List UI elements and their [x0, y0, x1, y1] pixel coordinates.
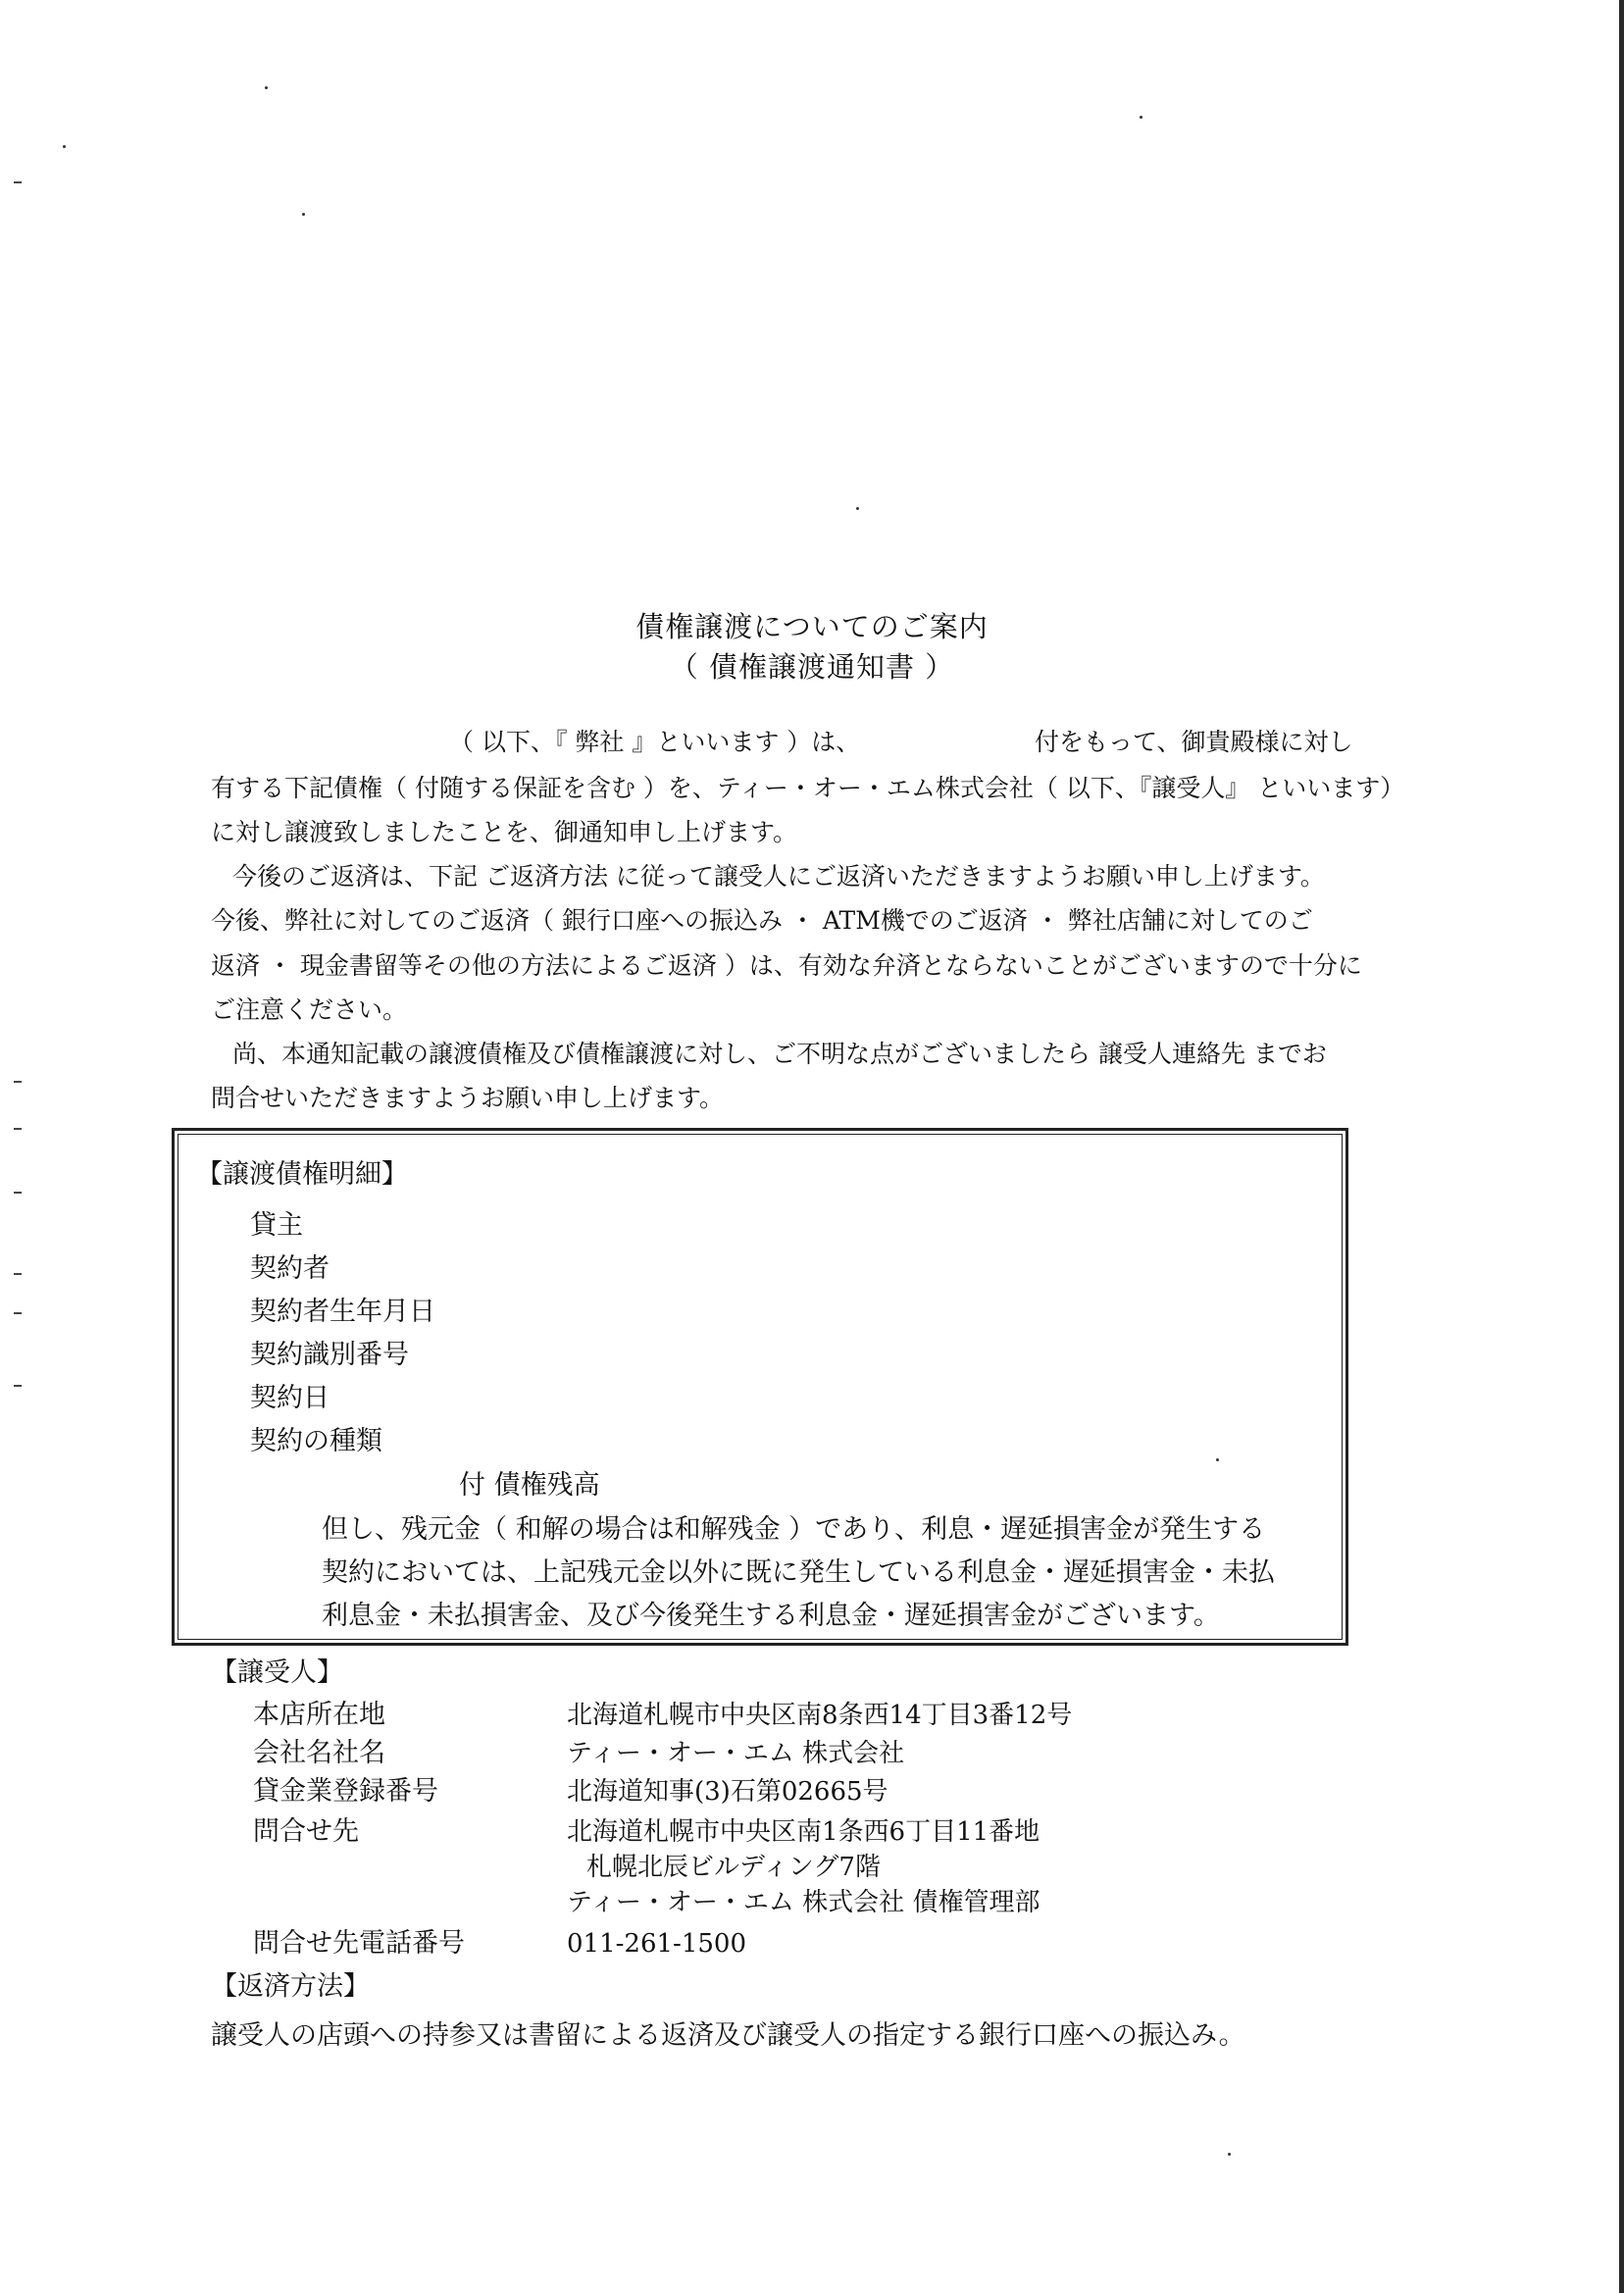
document-title: 債権譲渡についてのご案内 — [635, 610, 989, 643]
paragraph-line: に対し譲渡致しましたことを、御通知申し上げます。 — [211, 818, 798, 846]
registration-value: 北海道知事(3)石第02665号 — [567, 1777, 888, 1807]
scan-speck — [1140, 116, 1142, 119]
paragraph-line: 尚、本通知記載の譲渡債権及び債権譲渡に対し、ご不明な点がございましたら 譲受人連絡先 までお — [232, 1040, 1327, 1068]
paragraph-line: 今後のご返済は、下記 ご返済方法 に従って譲受人にご返済いただきますようお願い申し上げます。 — [232, 862, 1325, 891]
detail-item-contract-type: 契約の種類 — [250, 1426, 382, 1456]
scan-speck — [63, 145, 66, 148]
scan-mark — [14, 181, 22, 183]
paragraph-line: 問合せいただきますようお願い申し上げます。 — [211, 1084, 725, 1112]
paragraph-line: （ 以下、『 弊社 』といいます ）は、 — [449, 728, 861, 756]
scan-mark — [14, 1128, 22, 1130]
balance-label: 付 債権残高 — [459, 1470, 600, 1501]
registration-label: 貸金業登録番号 — [253, 1776, 438, 1807]
paragraph-line: 付をもって、御貴殿様に対し — [1035, 728, 1353, 756]
head-office-label: 本店所在地 — [253, 1700, 385, 1730]
contact-building: 札幌北辰ビルディング7階 — [586, 1853, 881, 1882]
scan-speck — [856, 507, 859, 510]
detail-item-birthdate: 契約者生年月日 — [250, 1297, 435, 1327]
company-name-label: 会社名社名 — [253, 1738, 385, 1768]
scan-mark — [14, 1192, 22, 1194]
transfer-details-heading: 【譲渡債権明細】 — [196, 1159, 408, 1190]
head-office-value: 北海道札幌市中央区南8条西14丁目3番12号 — [567, 1701, 1073, 1730]
assignee-heading: 【譲受人】 — [211, 1657, 343, 1688]
repayment-heading: 【返済方法】 — [211, 1971, 370, 2002]
phone-label: 問合せ先電話番号 — [253, 1928, 465, 1959]
scan-mark — [14, 1312, 22, 1314]
company-name-value: ティー・オー・エム 株式会社 — [567, 1739, 905, 1768]
contact-department: ティー・オー・エム 株式会社 債権管理部 — [567, 1888, 1040, 1917]
paragraph-line: 今後、弊社に対してのご返済（ 銀行口座への振込み ・ ATM機でのご返済 ・ 弊社店舗に対してのご — [211, 906, 1313, 935]
scan-speck — [1228, 2153, 1231, 2156]
contact-label: 問合せ先 — [253, 1816, 359, 1847]
detail-item-contractor: 契約者 — [250, 1253, 330, 1284]
page-edge-shadow — [1619, 0, 1624, 2293]
detail-note-line: 契約においては、上記残元金以外に既に発生している利息金・遅延損害金・未払 — [322, 1557, 1275, 1588]
phone-value: 011-261-1500 — [567, 1929, 746, 1959]
detail-note-line: 但し、残元金（ 和解の場合は和解残金 ）であり、利息・遅延損害金が発生する — [322, 1514, 1266, 1545]
paragraph-line: ご注意ください。 — [211, 995, 408, 1024]
document-subtitle: （ 債権譲渡通知書 ） — [669, 650, 955, 684]
detail-item-lender: 貸主 — [250, 1210, 303, 1241]
repayment-text: 譲受人の店頭への持参又は書留による返済及び譲受人の指定する銀行口座への振込み。 — [211, 2020, 1245, 2051]
detail-note-line: 利息金・未払損害金、及び今後発生する利息金・遅延損害金がございます。 — [322, 1601, 1220, 1631]
paragraph-line: 返済 ・ 現金書留等その他の方法によるご返済 ）は、有効な弁済とならないことがございますので十分に — [211, 951, 1362, 980]
paragraph-line: 有する下記債権（ 付随する保証を含む ）を、ティー・オー・エム株式会社（ 以下、『譲受人』 といいます） — [211, 774, 1405, 802]
detail-item-contract-date: 契約日 — [250, 1383, 330, 1413]
scan-speck — [302, 213, 305, 216]
scan-mark — [14, 1385, 22, 1387]
detail-item-contract-id: 契約識別番号 — [250, 1340, 409, 1370]
contact-address: 北海道札幌市中央区南1条西6丁目11番地 — [567, 1817, 1040, 1847]
scan-mark — [14, 1081, 22, 1083]
scan-mark — [14, 1273, 22, 1275]
scan-speck — [265, 86, 268, 89]
